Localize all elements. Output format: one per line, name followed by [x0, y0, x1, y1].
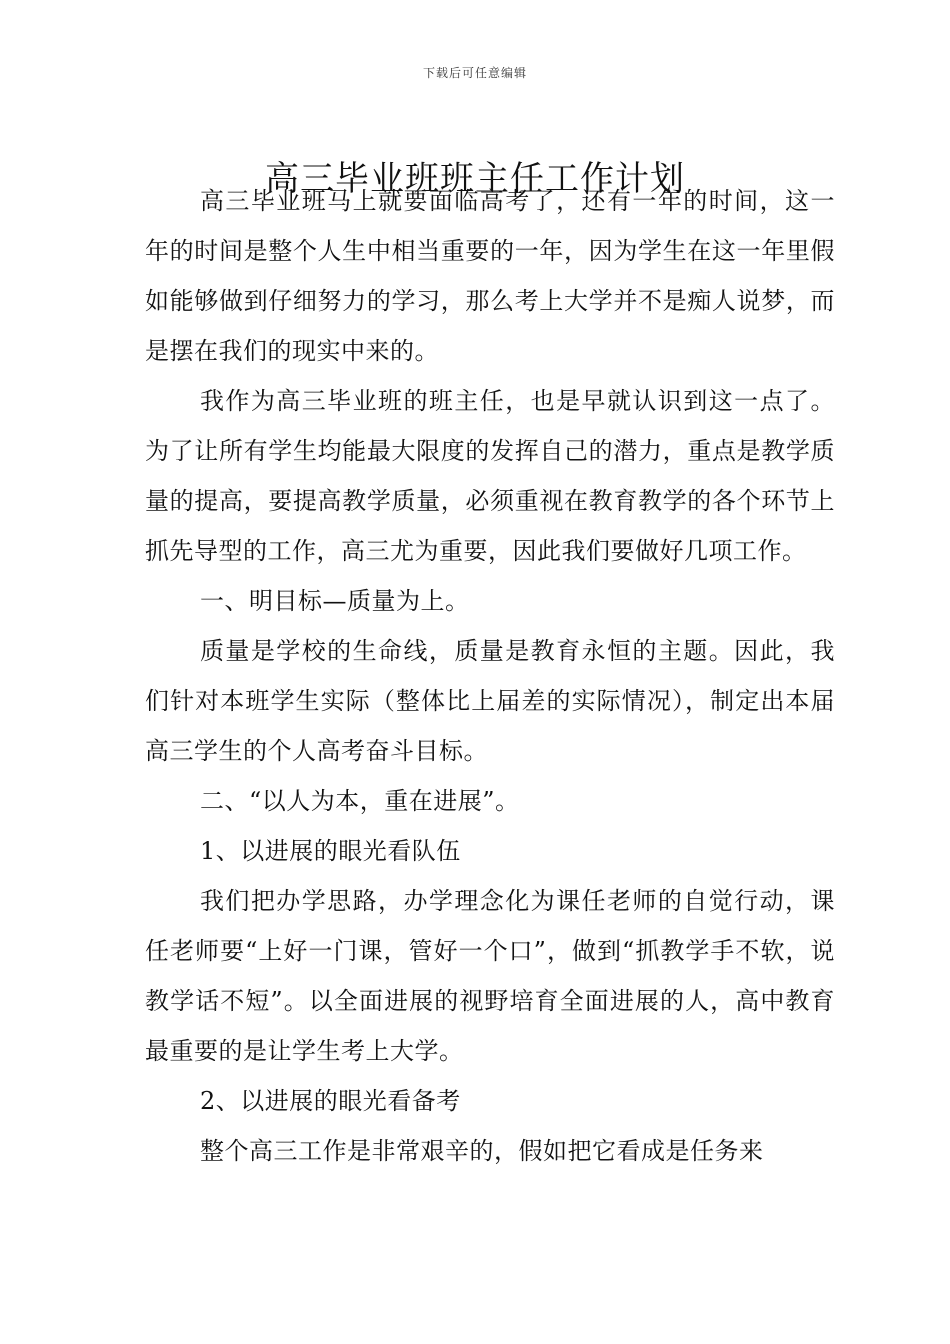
document-body: [145, 176, 835, 1176]
header-note: 下载后可任意编辑: [422, 66, 527, 80]
subheading-team: 1、以进展的眼光看队伍: [200, 837, 461, 865]
document-title: 高三毕业班班主任工作计划: [265, 158, 685, 199]
paragraph-quality: 质量是学校的生命线，质量是教育永恒的主题。因此，我们针对本班学生实际（整体比上届差的实际情况），制定出本届高三学生的个人高考奋斗目标。: [145, 637, 835, 765]
subheading-exam-prep: 2、以进展的眼光看备考: [200, 1087, 461, 1115]
paragraph-role: 我作为高三毕业班的班主任，也是早就认识到这一点了。为了让所有学生均能最大限度的发挥自己的潜力，重点是教学质量的提高，要提高教学质量，必须重视在教育教学的各个环节上抓先导型的工作，高三尤为重要，因此我们要做好几项工作。: [145, 387, 835, 565]
paragraph-intro: 高三毕业班马上就要面临高考了，还有一年的时间，这一年的时间是整个人生中相当重要的一年，因为学生在这一年里假如能够做到仔细努力的学习，那么考上大学并不是痴人说梦，而是摆在我们的现实中来的。: [145, 187, 835, 365]
paragraph-team: 我们把办学思路，办学理念化为课任老师的自觉行动，课任老师要“上好一门课，管好一个口”，做到“抓教学手不软，说教学话不短”。以全面进展的视野培育全面进展的人，高中教育最重要的是让学生考上大学。: [145, 887, 835, 1065]
heading-section-two: 二、“以人为本，重在进展”。: [200, 787, 520, 815]
paragraph-exam-prep: 整个高三工作是非常艰辛的，假如把它看成是任务来: [200, 1137, 764, 1165]
heading-section-one: 一、明目标—质量为上。: [200, 587, 470, 615]
